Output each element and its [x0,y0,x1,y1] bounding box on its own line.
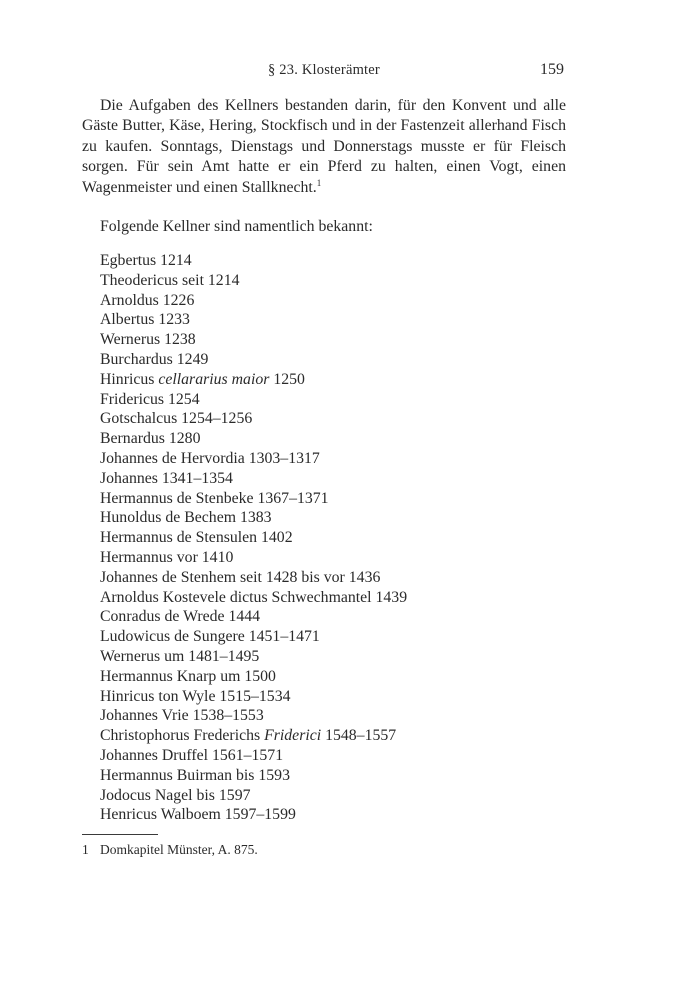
entry-text: Arnoldus 1226 [100,291,195,309]
entry-text: Hinricus ton Wyle 1515–1534 [100,687,291,705]
footnote-rule [82,834,158,835]
entry-text: Wernerus 1238 [100,331,196,349]
entry-text: Christophorus Frederichs [100,727,265,745]
entry-suffix-text: 1250 [269,370,305,388]
list-item [100,429,407,449]
list-item [100,390,407,410]
list-intro: Folgende Kellner sind namentlich bekannt: [100,218,373,235]
paragraph-text: Die Aufgaben des Kellners bestanden darin, für den Konvent und alle Gäste Butter, Käse, Hering, Stockfisch und in der Fastenzeit allerhand Fisch zu kaufen. Sonntags, Dienstags und Donnerstags musste er für Fleisch sorgen. Für sein Amt hatte er ein Pferd zu halten, einen Vogt, einen Wagenmeister und einen Stallknecht. [82,97,566,196]
entry-text: Hermannus Knarp um 1500 [100,667,276,685]
list-item [100,310,407,330]
entry-text: Gotschalcus 1254–1256 [100,410,253,428]
entry-italic-text: cellararius maior [158,370,270,388]
entry-text: Henricus Walboem 1597–1599 [100,806,296,824]
list-item [100,409,407,429]
list-item [100,687,407,707]
footnote-number: 1 [82,842,89,857]
entry-text: Egbertus 1214 [100,252,192,269]
footnote-text: Domkapitel Münster, A. 875. [100,842,258,857]
list-item [100,746,407,766]
list-item [100,766,407,786]
list-item [100,647,407,667]
entry-text: Albertus 1233 [100,311,190,329]
entry-text: Johannes de Hervordia 1303–1317 [100,449,320,467]
list-item [100,568,407,588]
list-item [100,805,407,825]
entry-text: Johannes Druffel 1561–1571 [100,746,284,764]
footnote-reference[interactable]: 1 [316,177,322,188]
entry-text: Johannes Vrie 1538–1553 [100,707,264,725]
entry-text: Hunoldus de Bechem 1383 [100,509,272,527]
entry-text: Burchardus 1249 [100,350,209,368]
footnote [82,842,258,858]
entry-text: Jodocus Nagel bis 1597 [100,786,251,804]
list-item [100,786,407,806]
body-paragraph [82,96,566,198]
list-item [100,508,407,528]
list-item [100,330,407,350]
list-item [100,469,407,489]
list-item [100,291,407,311]
list-item [100,667,407,687]
entry-text: Hermannus Buirman bis 1593 [100,766,290,784]
entry-text: Hermannus de Stensulen 1402 [100,529,293,547]
entry-text: Bernardus 1280 [100,430,201,448]
list-item [100,271,407,291]
entry-text: Theodericus seit 1214 [100,271,240,289]
list-item [100,489,407,509]
page-header [82,62,566,84]
entry-text: Johannes 1341–1354 [100,469,233,487]
list-item [100,607,407,627]
entry-text: Hinricus [100,370,159,388]
list-item [100,350,407,370]
entry-text: Johannes de Stenhem seit 1428 bis vor 1436 [100,568,381,586]
list-item [100,588,407,608]
entry-text: Conradus de Wrede 1444 [100,608,261,626]
entry-text: Hermannus vor 1410 [100,548,234,566]
entry-text: Arnoldus Kostevele dictus Schwechmantel 1439 [100,588,408,606]
entry-suffix-text: 1548–1557 [321,727,397,745]
list-item [100,251,407,271]
list-item [100,706,407,726]
entry-italic-text: Friderici [264,727,322,745]
list-item [100,528,407,548]
list-item [100,449,407,469]
list-item [100,548,407,568]
list-item [100,726,407,746]
kellner-list [100,251,407,825]
list-item [100,370,407,390]
entry-text: Wernerus um 1481–1495 [100,647,260,665]
entry-text: Ludowicus de Sungere 1451–1471 [100,628,320,646]
list-item [100,627,407,647]
entry-text: Hermannus de Stenbeke 1367–1371 [100,489,329,507]
running-head: § 23. Klosterämter [268,62,380,78]
entry-text: Fridericus 1254 [100,390,200,408]
page-number: 159 [540,61,564,78]
